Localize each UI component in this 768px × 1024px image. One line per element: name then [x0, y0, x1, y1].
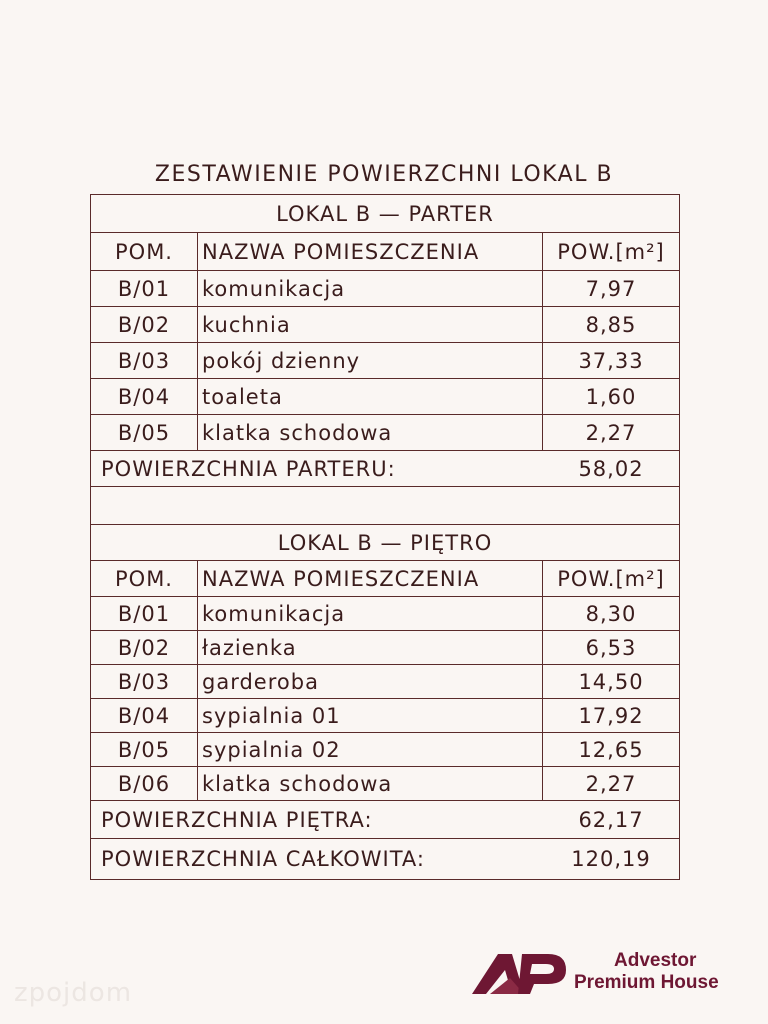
table-row: B/05 klatka schodowa 2,27 [91, 415, 679, 451]
section-heading-pietro: LOKAL B — PIĘTRO [91, 525, 679, 561]
grand-total-row: POWIERZCHNIA CAŁKOWITA: 120,19 [101, 847, 651, 871]
brand-logo [470, 946, 760, 1002]
table-row: B/04 sypialnia 01 17,92 [91, 699, 679, 733]
ap-logo-icon [470, 948, 570, 998]
watermark: zpojdom [14, 978, 133, 1008]
header-row [91, 561, 679, 597]
header-row [91, 233, 679, 271]
table-row: B/04 toaleta 1,60 [91, 379, 679, 415]
table-row: B/02 łazienka 6,53 [91, 631, 679, 665]
spacer-row [91, 487, 679, 525]
page-title: ZESTAWIENIE POWIERZCHNI LOKAL B [154, 162, 614, 187]
total-row-parter: POWIERZCHNIA PARTERU: 58,02 [91, 451, 679, 487]
table-row: B/03 garderoba 14,50 [91, 665, 679, 699]
table-row: B/02 kuchnia 8,85 [91, 307, 679, 343]
total-row-pietro: POWIERZCHNIA PIĘTRA: 62,17 [91, 801, 679, 839]
col-name-header: NAZWA POMIESZCZENIA [198, 233, 543, 270]
area-table [90, 194, 680, 880]
col-pom-header: POM. [91, 233, 198, 270]
table-row: B/06 klatka schodowa 2,27 [91, 767, 679, 801]
col-pom-header: POM. [91, 561, 198, 596]
section-heading-parter: LOKAL B — PARTER [91, 195, 679, 233]
table-row: B/01 komunikacja 7,97 [91, 271, 679, 307]
brand-name-line2: Premium House [574, 972, 719, 993]
col-area-header: POW.[m²] [557, 566, 665, 591]
table-row: B/01 komunikacja 8,30 [91, 597, 679, 631]
table-row: B/05 sypialnia 02 12,65 [91, 733, 679, 767]
brand-name-line1: Advestor [614, 950, 697, 971]
table-row: B/03 pokój dzienny 37,33 [91, 343, 679, 379]
col-name-header: NAZWA POMIESZCZENIA [198, 561, 543, 596]
col-area-header: POW.[m²] [557, 239, 665, 264]
